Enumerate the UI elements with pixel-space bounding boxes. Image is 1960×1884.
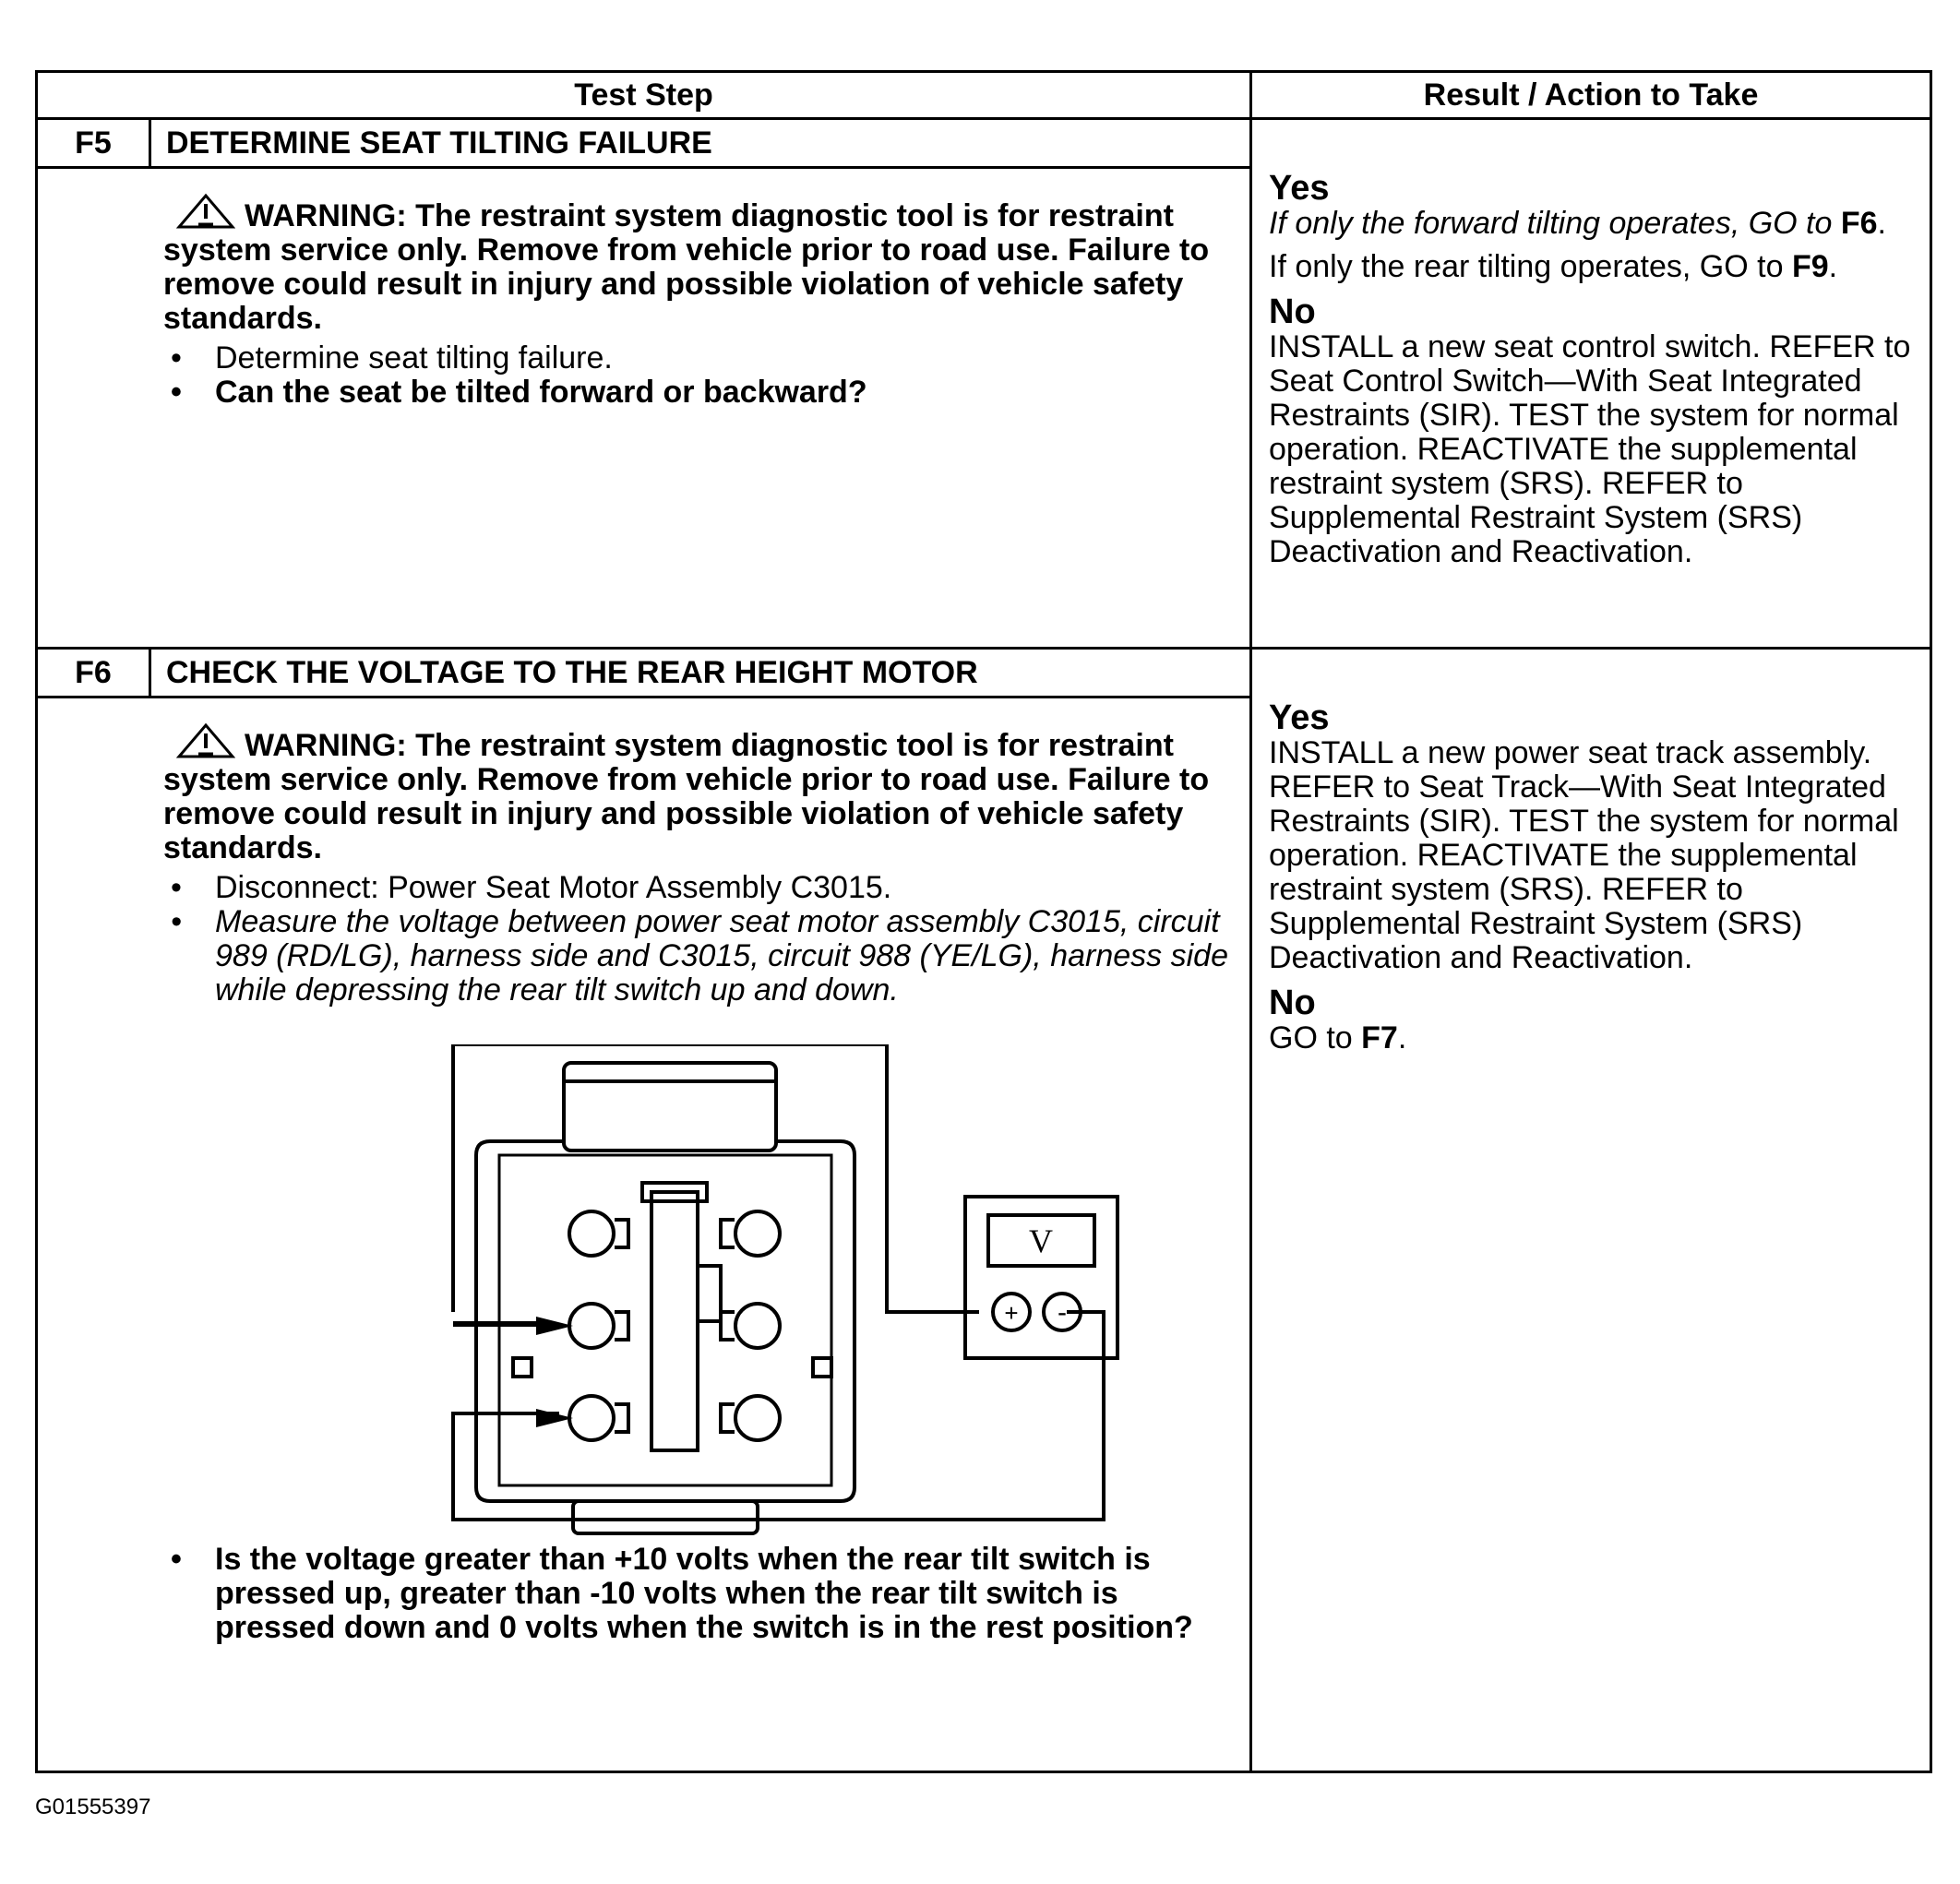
header-test-step: Test Step bbox=[37, 72, 1251, 119]
f5-bullet-determine: • Determine seat tilting failure. bbox=[167, 341, 1231, 376]
diagnostic-table bbox=[35, 70, 1932, 1773]
meter-minus-label: - bbox=[1058, 1297, 1067, 1328]
warning-triangle-icon bbox=[176, 722, 235, 759]
meter-plus-label: + bbox=[1004, 1299, 1019, 1327]
warning-f5: WARNING: The restraint system diagnostic tool is for restraint system service only. Remove from vehicle prior to road use. Failure to remove could result in injury and possible violation of vehicle safety standards. bbox=[163, 193, 1215, 336]
f6-yes-label: Yes bbox=[1269, 698, 1330, 737]
step-f6 bbox=[37, 649, 1251, 1772]
header-result-action: Result / Action to Take bbox=[1251, 72, 1931, 119]
figure-id: G01555397 bbox=[35, 1795, 151, 1819]
step-f5 bbox=[37, 119, 1251, 649]
warning-triangle-icon bbox=[176, 193, 235, 230]
f6-yes-text: INSTALL a new power seat track assembly. REFER to Seat Track—With Seat Integrated Restraints (SIR). TEST the system for normal operation. REACTIVATE the supplemental restraint system (SRS). REFER to Supplemental Restraint System (SRS) Deactivation and Reactivation. bbox=[1269, 735, 1899, 975]
f6-no-label: No bbox=[1269, 984, 1316, 1022]
step-id-f6: F6 bbox=[38, 650, 151, 696]
f5-bullet-question: • Can the seat be tilted forward or backward? bbox=[167, 376, 1231, 410]
result-f6 bbox=[1251, 649, 1931, 1772]
f6-no-text: GO to F7. bbox=[1269, 1020, 1407, 1055]
f5-no-text: INSTALL a new seat control switch. REFER to Seat Control Switch—With Seat Integrated Restraints (SIR). TEST the system for normal operation. REACTIVATE the supplemental restraint system (SRS). REFER to Supplemental Restraint System (SRS) Deactivation and Reactivation. bbox=[1269, 329, 1911, 569]
warning-f6: WARNING: The restraint system diagnostic tool is for restraint system service only. Remove from vehicle prior to road use. Failure to remove could result in injury and possible violation of vehicle safety standards. bbox=[163, 722, 1215, 865]
step-id-f5: F5 bbox=[38, 120, 151, 166]
f5-yes-label: Yes bbox=[1269, 169, 1330, 208]
f6-bullet-measure: • Measure the voltage between power seat motor assembly C3015, circuit 989 (RD/LG), harness side and C3015, circuit 988 (YE/LG), harness side while depressing the rear tilt switch up and down. bbox=[167, 905, 1231, 1008]
f6-bullet-question: • Is the voltage greater than +10 volts when the rear tilt switch is pressed up, greater than -10 volts when the rear tilt switch is pressed down and 0 volts when the switch is in the rest position? bbox=[167, 1543, 1231, 1645]
f5-yes-line2: If only the rear tilting operates, GO to F9. bbox=[1269, 249, 1838, 284]
f6-bullet-disconnect: • Disconnect: Power Seat Motor Assembly C3015. bbox=[167, 871, 1231, 905]
result-f5 bbox=[1251, 119, 1931, 649]
f5-no-label: No bbox=[1269, 292, 1316, 331]
step-title-f6: CHECK THE VOLTAGE TO THE REAR HEIGHT MOTOR bbox=[166, 654, 978, 690]
meter-v-label: V bbox=[1029, 1222, 1053, 1259]
connector-voltmeter-diagram bbox=[324, 1044, 1154, 1543]
step-title-f5: DETERMINE SEAT TILTING FAILURE bbox=[166, 125, 712, 161]
f5-yes-line1: If only the forward tilting operates, GO to F6. bbox=[1269, 206, 1886, 241]
